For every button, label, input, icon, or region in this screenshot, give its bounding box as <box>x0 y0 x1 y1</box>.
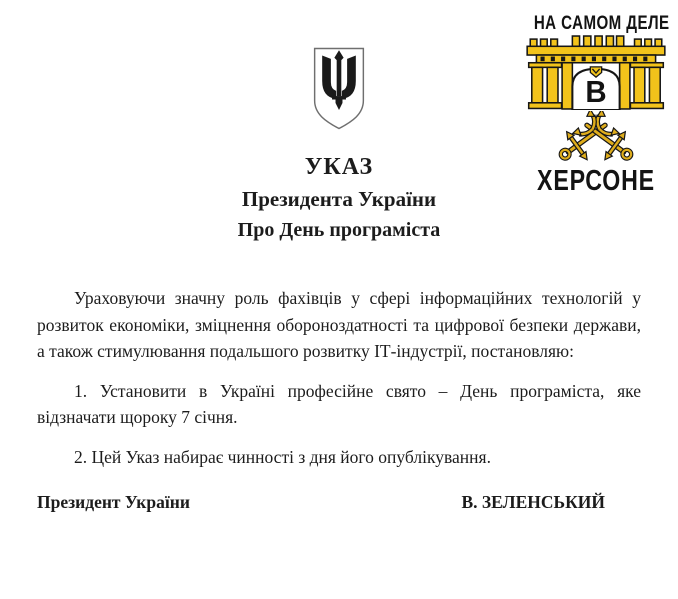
decree-paragraph-item-1: 1. Установити в Україні професійне свято – День програміста, яке відзначати щороку 7 січня. <box>37 380 641 427</box>
decree-paragraph-preamble: Ураховуючи значну роль фахівців у сфері інформаційних технологій у розвиток економіки, зміцнення обороноздатності та цифрової безпеки держави, а також стимулювання подальшого розвитку ІТ-індустрії, постановляю: <box>37 288 641 361</box>
signature-title: Президент України <box>37 492 190 512</box>
decree-body <box>37 285 641 470</box>
decree-paragraph-item-2: 2. Цей Указ набирає чинності з дня його опублікування. <box>74 446 491 467</box>
channel-watermark <box>522 11 670 197</box>
crossed-anchors-icon <box>547 111 645 169</box>
signature-row <box>37 491 641 513</box>
watermark-arch-letter: В <box>585 74 607 109</box>
watermark-top-text: НА САМОМ ДЕЛЕ <box>533 11 670 34</box>
decree-title: УКАЗ <box>304 154 374 180</box>
decree-subject: Про День програміста <box>237 219 441 241</box>
decree-issuer: Президента України <box>241 187 437 211</box>
watermark-bottom-text: ХЕРСОНЕ <box>537 165 655 197</box>
signature-name: В. ЗЕЛЕНСЬКИЙ <box>461 492 605 512</box>
ukraine-trident-shield-icon <box>310 46 368 131</box>
